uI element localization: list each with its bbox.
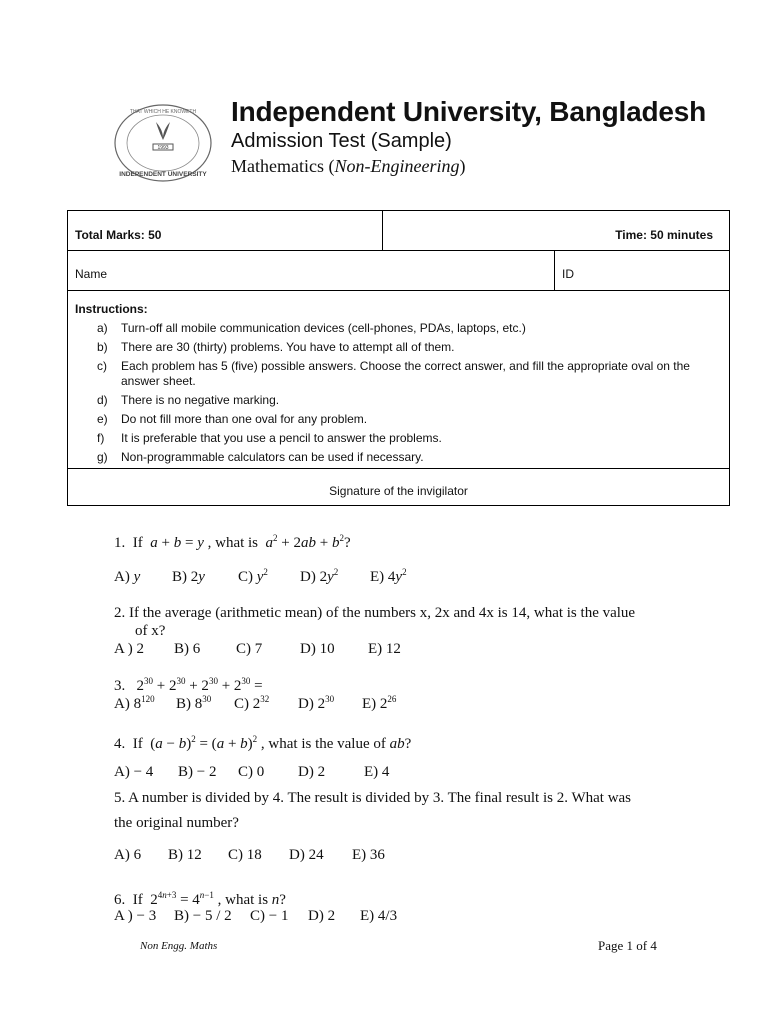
question-6-options bbox=[114, 908, 397, 925]
question-number: 4. bbox=[114, 736, 126, 752]
question-5-options bbox=[114, 847, 385, 864]
instruction-text: There are 30 (thirty) problems. You have to attempt all of them. bbox=[121, 340, 455, 354]
logo-torch-icon bbox=[156, 122, 170, 140]
instruction-item bbox=[75, 412, 720, 427]
option-e: E) 36 bbox=[352, 847, 385, 863]
instruction-label: d) bbox=[97, 393, 108, 407]
option-e: E) 12 bbox=[368, 641, 401, 657]
id-label: ID bbox=[562, 267, 574, 281]
name-label: Name bbox=[75, 267, 108, 281]
question-1: 1. If a + b = y , what is $a^2 + 2ab + b^2$? bbox=[114, 533, 351, 551]
option-label: C) bbox=[238, 569, 253, 585]
subject-prefix: Mathematics ( bbox=[231, 156, 335, 176]
divider bbox=[554, 250, 555, 290]
option-d: D) 24 bbox=[289, 847, 324, 863]
divider bbox=[68, 250, 729, 251]
question-4-options bbox=[114, 764, 389, 781]
admission-test-subtitle: Admission Test (Sample) bbox=[231, 130, 452, 152]
instruction-label: c) bbox=[97, 359, 107, 373]
question-5-line-2: the original number? bbox=[114, 815, 239, 831]
option-a: A) 6 bbox=[114, 847, 142, 863]
instruction-text: It is preferable that you use a pencil to answer the problems. bbox=[121, 431, 442, 445]
university-logo-seal bbox=[108, 100, 218, 186]
option-label: D) bbox=[300, 569, 316, 585]
instruction-label: e) bbox=[97, 412, 108, 426]
question-number: 3. bbox=[114, 678, 126, 694]
option-a: A) − 4 bbox=[114, 764, 154, 780]
instruction-item bbox=[75, 450, 720, 465]
instruction-text: Non-programmable calculators can be used if necessary. bbox=[121, 450, 424, 464]
subject-suffix: ) bbox=[459, 156, 466, 176]
total-marks: Total Marks: 50 bbox=[75, 228, 162, 242]
option-label: E) bbox=[370, 569, 385, 585]
exam-info-box bbox=[67, 210, 730, 506]
question-2-line-2: of x? bbox=[135, 623, 166, 639]
option-a: A ) 2 bbox=[114, 641, 144, 657]
instruction-label: b) bbox=[97, 340, 108, 354]
option-d: D) $2^{30}$ bbox=[298, 694, 335, 712]
option-a: A ) − 3 bbox=[114, 908, 157, 924]
option-b: B) 2y bbox=[172, 569, 205, 585]
option-d: D) 2 bbox=[308, 908, 336, 924]
instruction-text: Do not fill more than one oval for any problem. bbox=[121, 412, 368, 426]
logo-bottom-text: INDEPENDENT UNIVERSITY bbox=[119, 171, 207, 178]
option-b: B) 6 bbox=[174, 641, 201, 657]
option-label: B) bbox=[172, 569, 187, 585]
option-c: C) 7 bbox=[236, 641, 263, 657]
signature-of-invigilator: Signature of the invigilator bbox=[329, 484, 468, 498]
instruction-item bbox=[75, 393, 720, 408]
option-c: C) 0 bbox=[238, 764, 265, 780]
question-4: 4. If $(a - b)^2 = (a + b)^2$ , what is the value of ab? bbox=[114, 734, 412, 752]
instructions-title: Instructions: bbox=[75, 302, 148, 316]
option-b: B) − 5 / 2 bbox=[174, 908, 232, 924]
option-d: D) $2y^2$ bbox=[300, 567, 339, 585]
option-label: A) bbox=[114, 569, 130, 585]
option-b: B) 12 bbox=[168, 847, 202, 863]
question-number: 6. bbox=[114, 892, 126, 908]
instruction-text: Turn-off all mobile communication devices (cell-phones, PDAs, laptops, etc.) bbox=[121, 321, 526, 335]
instruction-item bbox=[75, 340, 720, 355]
option-d: D) 10 bbox=[300, 641, 335, 657]
option-e: E) 4/3 bbox=[360, 908, 398, 924]
question-number: 1. bbox=[114, 535, 126, 551]
instruction-label: a) bbox=[97, 321, 108, 335]
subject-line bbox=[231, 156, 465, 177]
instruction-text: There is no negative marking. bbox=[121, 393, 280, 407]
instruction-text: Each problem has 5 (five) possible answers. Choose the correct answer, and fill the appropriate oval on the answer sheet. bbox=[121, 359, 690, 388]
option-e: E) $4y^2$ bbox=[370, 567, 407, 585]
question-2-options bbox=[114, 641, 401, 658]
option-b: B) $8^{30}$ bbox=[176, 694, 212, 712]
question-6: 6. If $2^{4n+3} = 4^{n-1}$ , what is n? bbox=[114, 890, 286, 908]
instructions-list bbox=[75, 321, 720, 469]
question-1-options bbox=[114, 567, 407, 586]
question-3: 3. $2^{30} + 2^{30} + 2^{30} + 2^{30}$ = bbox=[114, 676, 263, 694]
divider bbox=[382, 211, 383, 250]
university-title: Independent University, Bangladesh bbox=[231, 96, 706, 127]
option-c: C) $2^{32}$ bbox=[234, 694, 270, 712]
option-e: E) 4 bbox=[364, 764, 390, 780]
logo-year: 1993 bbox=[157, 145, 169, 151]
option-c: C) 18 bbox=[228, 847, 262, 863]
question-3-options bbox=[114, 694, 396, 713]
divider bbox=[68, 290, 729, 291]
time-limit: Time: 50 minutes bbox=[615, 228, 713, 242]
option-b: B) − 2 bbox=[178, 764, 217, 780]
footer-course-name: Non Engg. Maths bbox=[140, 940, 218, 952]
logo-top-text: THAT WHICH HE KNOWETH bbox=[129, 109, 197, 115]
instruction-label: f) bbox=[97, 431, 105, 445]
option-e: E) $2^{26}$ bbox=[362, 694, 397, 712]
instruction-item bbox=[75, 359, 720, 389]
question-5: 5. A number is divided by 4. The result is divided by 3. The final result is 2. What was bbox=[114, 790, 632, 806]
option-a: A) y bbox=[114, 569, 141, 585]
question-2: 2. If the average (arithmetic mean) of the numbers x, 2x and 4x is 14, what is the value bbox=[114, 605, 636, 621]
option-a: A) $8^{120}$ bbox=[114, 694, 155, 712]
option-c: C) − 1 bbox=[250, 908, 289, 924]
instruction-item bbox=[75, 431, 720, 446]
option-d: D) 2 bbox=[298, 764, 326, 780]
instruction-item bbox=[75, 321, 720, 336]
instruction-label: g) bbox=[97, 450, 108, 464]
option-c: C) $y^2$ bbox=[238, 567, 268, 585]
subject-category: Non-Engineering bbox=[334, 156, 460, 176]
page-number: Page 1 of 4 bbox=[598, 938, 657, 953]
